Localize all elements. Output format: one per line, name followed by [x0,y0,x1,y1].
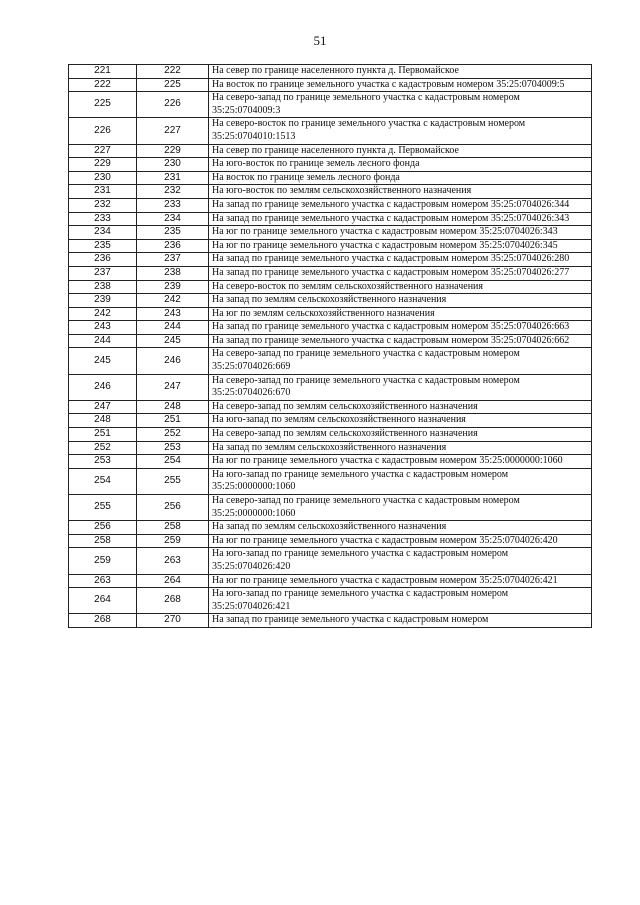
page-number: 51 [313,33,327,48]
point-from-cell: 264 [69,588,137,614]
table-row [69,588,592,614]
direction-description-cell: На запад по границе земельного участка с кадастровым номером 35:25:0704026:662 [209,334,592,348]
direction-description-cell: На север по границе населенного пункта д. Первомайское [209,65,592,79]
point-from-cell: 258 [69,534,137,548]
point-to-cell: 242 [137,294,209,308]
direction-description-cell: На восток по границе земельного участка с кадастровым номером 35:25:0704009:5 [209,78,592,92]
point-from-cell: 242 [69,307,137,321]
direction-description-cell: На юго-запад по границе земельного участка с кадастровым номером 35:25:0704026:420 [209,548,592,574]
table-row [69,158,592,172]
point-to-cell: 270 [137,614,209,628]
table-row [69,307,592,321]
table-row [69,468,592,494]
point-from-cell: 254 [69,468,137,494]
point-from-cell: 221 [69,65,137,79]
point-to-cell: 225 [137,78,209,92]
table-row [69,521,592,535]
table-row [69,441,592,455]
point-to-cell: 229 [137,144,209,158]
direction-description-cell: На юг по границе земельного участка с кадастровым номером 35:25:0704026:345 [209,239,592,253]
point-to-cell: 235 [137,226,209,240]
point-to-cell: 232 [137,185,209,199]
table-row [69,294,592,308]
direction-description-cell: На север по границе населенного пункта д. Первомайское [209,144,592,158]
table-row [69,534,592,548]
point-to-cell: 226 [137,92,209,118]
point-to-cell: 233 [137,198,209,212]
direction-description-cell: На северо-запад по границе земельного участка с кадастровым номером 35:25:0704009:3 [209,92,592,118]
table-row [69,92,592,118]
point-from-cell: 244 [69,334,137,348]
table-row [69,321,592,335]
table-row [69,280,592,294]
direction-description-cell: На запад по границе земельного участка с кадастровым номером 35:25:0704026:344 [209,198,592,212]
point-to-cell: 256 [137,495,209,521]
point-to-cell: 264 [137,574,209,588]
point-from-cell: 252 [69,441,137,455]
table-row [69,185,592,199]
table-row [69,144,592,158]
table-row [69,348,592,374]
direction-description-cell: На юго-восток по границе земель лесного фонда [209,158,592,172]
direction-description-cell: На запад по границе земельного участка с кадастровым номером 35:25:0704026:343 [209,212,592,226]
point-from-cell: 263 [69,574,137,588]
point-to-cell: 243 [137,307,209,321]
table-row [69,78,592,92]
point-to-cell: 239 [137,280,209,294]
direction-description-cell: На северо-запад по границе земельного участка с кадастровым номером 35:25:0000000:1060 [209,495,592,521]
point-from-cell: 246 [69,374,137,400]
direction-description-cell: На запад по землям сельскохозяйственного назначения [209,441,592,455]
point-to-cell: 254 [137,455,209,469]
direction-description-cell: На северо-запад по границе земельного участка с кадастровым номером 35:25:0704026:670 [209,374,592,400]
table-row [69,226,592,240]
point-from-cell: 245 [69,348,137,374]
table-row [69,374,592,400]
point-from-cell: 247 [69,400,137,414]
point-to-cell: 255 [137,468,209,494]
point-from-cell: 259 [69,548,137,574]
direction-description-cell: На юг по границе земельного участка с кадастровым номером 35:25:0704026:343 [209,226,592,240]
direction-description-cell: На восток по границе земель лесного фонда [209,171,592,185]
point-to-cell: 251 [137,414,209,428]
direction-description-cell: На запад по границе земельного участка с кадастровым номером 35:25:0704026:277 [209,266,592,280]
point-from-cell: 243 [69,321,137,335]
direction-description-cell: На юго-восток по землям сельскохозяйственного назначения [209,185,592,199]
point-from-cell: 233 [69,212,137,226]
table-row [69,198,592,212]
table-row [69,212,592,226]
point-from-cell: 225 [69,92,137,118]
point-to-cell: 253 [137,441,209,455]
point-from-cell: 234 [69,226,137,240]
direction-description-cell: На юг по границе земельного участка с кадастровым номером 35:25:0704026:420 [209,534,592,548]
point-from-cell: 253 [69,455,137,469]
direction-description-cell: На запад по границе земельного участка с кадастровым номером [209,614,592,628]
point-to-cell: 245 [137,334,209,348]
direction-description-cell: На северо-запад по землям сельскохозяйственного назначения [209,400,592,414]
table-row [69,171,592,185]
point-from-cell: 235 [69,239,137,253]
point-from-cell: 255 [69,495,137,521]
table-row [69,414,592,428]
point-from-cell: 251 [69,428,137,442]
point-from-cell: 227 [69,144,137,158]
direction-description-cell: На юго-запад по границе земельного участка с кадастровым номером 35:25:0704026:421 [209,588,592,614]
point-to-cell: 222 [137,65,209,79]
direction-description-cell: На северо-восток по землям сельскохозяйственного назначения [209,280,592,294]
table-row [69,455,592,469]
point-from-cell: 222 [69,78,137,92]
point-from-cell: 229 [69,158,137,172]
table-row [69,495,592,521]
table-body [69,65,592,628]
point-to-cell: 258 [137,521,209,535]
direction-description-cell: На юго-запад по границе земельного участка с кадастровым номером 35:25:0000000:1060 [209,468,592,494]
table-row [69,253,592,267]
point-to-cell: 246 [137,348,209,374]
point-to-cell: 237 [137,253,209,267]
table-row [69,428,592,442]
table-row [69,334,592,348]
table-row [69,574,592,588]
direction-description-cell: На юг по землям сельскохозяйственного назначения [209,307,592,321]
point-from-cell: 238 [69,280,137,294]
table-row [69,65,592,79]
direction-description-cell: На северо-восток по границе земельного участка с кадастровым номером 35:25:0704010:1513 [209,118,592,144]
point-from-cell: 232 [69,198,137,212]
direction-description-cell: На юг по границе земельного участка с кадастровым номером 35:25:0000000:1060 [209,455,592,469]
point-from-cell: 236 [69,253,137,267]
boundary-table [68,64,592,628]
direction-description-cell: На юг по границе земельного участка с кадастровым номером 35:25:0704026:421 [209,574,592,588]
point-to-cell: 236 [137,239,209,253]
point-to-cell: 231 [137,171,209,185]
table-row [69,266,592,280]
table-row [69,548,592,574]
point-to-cell: 252 [137,428,209,442]
point-to-cell: 259 [137,534,209,548]
point-to-cell: 234 [137,212,209,226]
point-to-cell: 238 [137,266,209,280]
point-from-cell: 248 [69,414,137,428]
point-from-cell: 268 [69,614,137,628]
table-row [69,400,592,414]
point-from-cell: 231 [69,185,137,199]
direction-description-cell: На запад по землям сельскохозяйственного назначения [209,294,592,308]
direction-description-cell: На северо-запад по землям сельскохозяйственного назначения [209,428,592,442]
point-from-cell: 226 [69,118,137,144]
point-to-cell: 230 [137,158,209,172]
point-to-cell: 244 [137,321,209,335]
point-from-cell: 239 [69,294,137,308]
point-to-cell: 248 [137,400,209,414]
direction-description-cell: На запад по границе земельного участка с кадастровым номером 35:25:0704026:280 [209,253,592,267]
point-to-cell: 268 [137,588,209,614]
table-row [69,118,592,144]
table-row [69,239,592,253]
point-from-cell: 256 [69,521,137,535]
direction-description-cell: На юго-запад по землям сельскохозяйственного назначения [209,414,592,428]
direction-description-cell: На северо-запад по границе земельного участка с кадастровым номером 35:25:0704026:669 [209,348,592,374]
point-to-cell: 227 [137,118,209,144]
table-row [69,614,592,628]
point-to-cell: 247 [137,374,209,400]
point-from-cell: 230 [69,171,137,185]
direction-description-cell: На запад по землям сельскохозяйственного назначения [209,521,592,535]
direction-description-cell: На запад по границе земельного участка с кадастровым номером 35:25:0704026:663 [209,321,592,335]
point-from-cell: 237 [69,266,137,280]
point-to-cell: 263 [137,548,209,574]
